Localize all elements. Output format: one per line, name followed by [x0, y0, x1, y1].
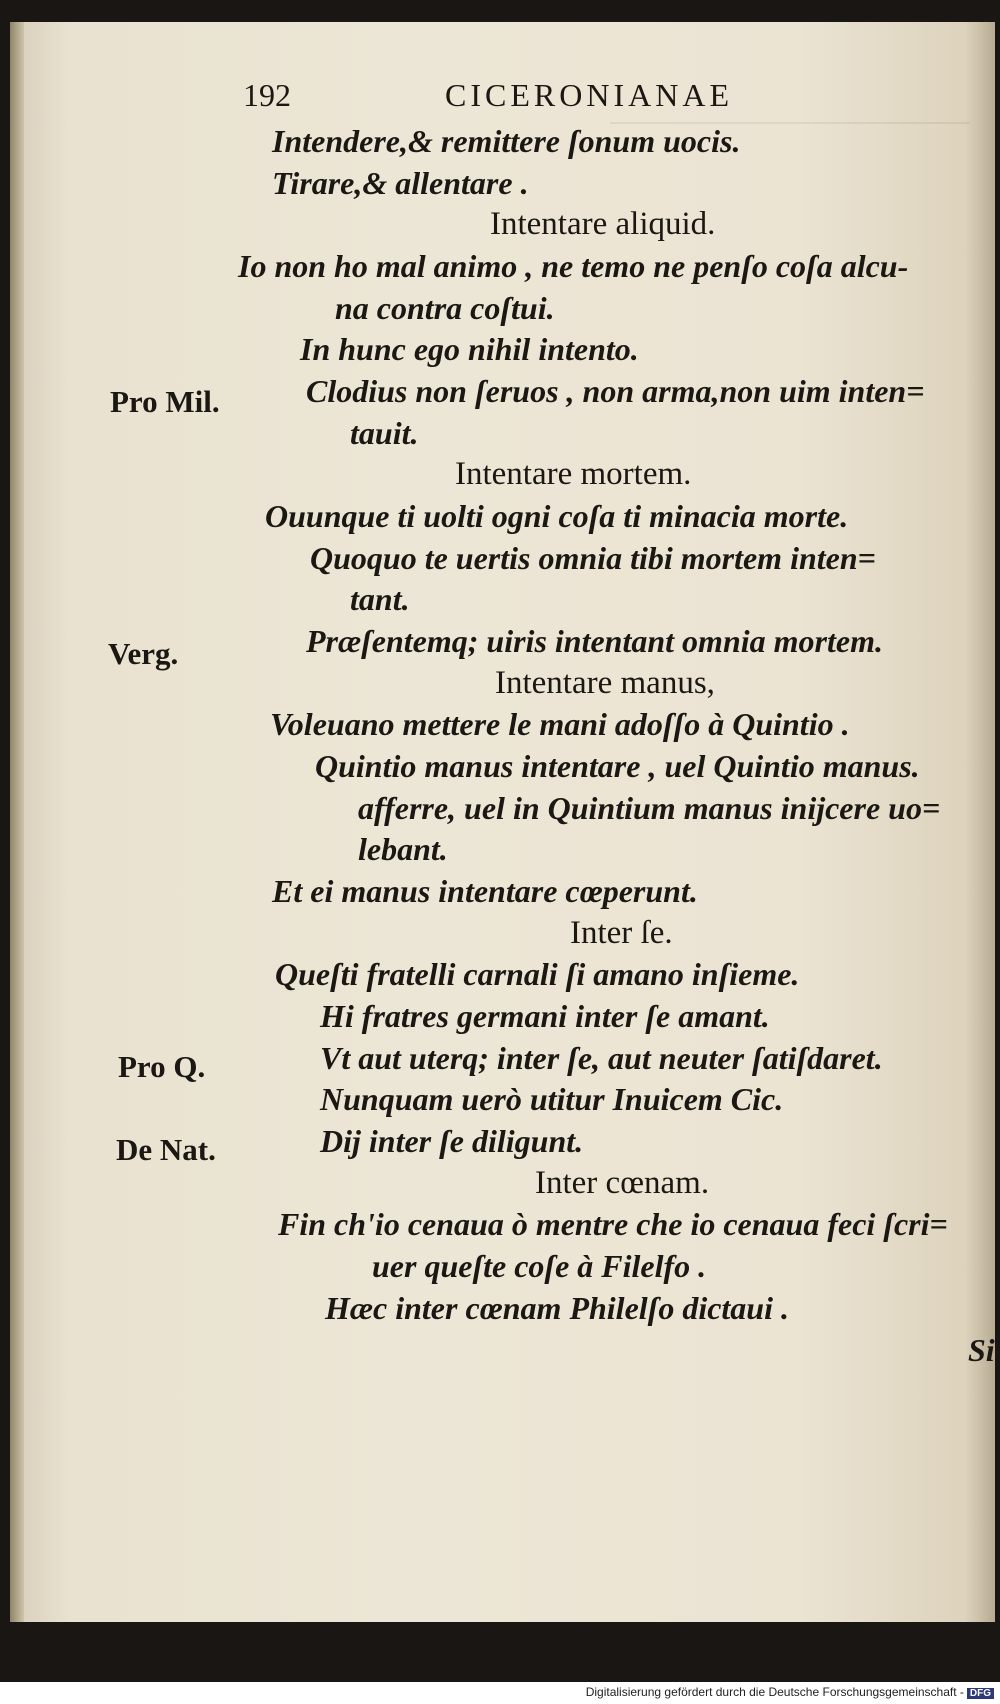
text-line: Fin ch'io cenaua ò mentre che io cenaua feci ſcri= — [278, 1206, 948, 1242]
funding-footer — [586, 1685, 994, 1699]
section-heading: Intentare aliquid. — [490, 206, 716, 242]
page-gutter — [10, 22, 24, 1622]
book-page — [10, 22, 995, 1622]
section-heading: Inter ſe. — [570, 915, 673, 951]
text-line: afferre, uel in Quintium manus inijcere uo= — [358, 790, 941, 826]
text-line: Clodius non ſeruos , non arma,non uim inten= — [306, 373, 925, 409]
text-line: In hunc ego nihil intento. — [300, 331, 639, 367]
section-heading: Inter cœnam. — [535, 1165, 710, 1201]
section-heading: Intentare manus, — [495, 665, 715, 701]
margin-note: Pro Q. — [118, 1049, 206, 1084]
text-line: Quoquo te uertis omnia tibi mortem inten= — [310, 540, 876, 576]
section-heading: Intentare mortem. — [455, 456, 692, 492]
text-line: Voleuano mettere le mani adoſſo à Quintio . — [270, 706, 850, 742]
text-line: Quintio manus intentare , uel Quintio manus. — [315, 748, 920, 784]
running-title: CICERONIANAE — [445, 77, 733, 113]
text-line: Queſti fratelli carnali ſi amano inſieme. — [275, 956, 800, 992]
text-line: tant. — [350, 581, 410, 617]
text-line: Præſentemq; uiris intentant omnia mortem. — [306, 623, 883, 659]
text-line: lebant. — [358, 831, 448, 867]
catchword: Si — [968, 1332, 995, 1368]
margin-note: De Nat. — [116, 1132, 216, 1167]
dfg-logo: DFG — [967, 1688, 994, 1699]
footer-text: Digitalisierung gefördert durch die Deutsche Forschungsgemeinschaft - — [585, 1685, 964, 1699]
text-line: Tirare,& allentare . — [272, 165, 529, 201]
text-line: Ouunque ti uolti ogni coſa ti minacia morte. — [265, 498, 849, 534]
text-line: tauit. — [350, 415, 419, 451]
text-line: Hæc inter cœnam Philelſo dictaui . — [325, 1290, 789, 1326]
margin-note: Pro Mil. — [110, 384, 220, 419]
page-number: 192 — [243, 77, 291, 113]
text-line: Vt aut uterq; inter ſe, aut neuter ſatiſdaret. — [320, 1040, 883, 1076]
text-line: Hi fratres germani inter ſe amant. — [320, 998, 770, 1034]
text-line: Nunquam uerò utitur Inuicem Cic. — [320, 1081, 784, 1117]
text-line: Io non ho mal animo , ne temo ne penſo coſa alcu- — [238, 248, 909, 284]
margin-note: Verg. — [108, 636, 179, 671]
text-line: na contra coſtui. — [335, 290, 555, 326]
text-line: Intendere,& remittere ſonum uocis. — [272, 123, 741, 159]
text-line: uer queſte coſe à Filelfo . — [372, 1248, 707, 1284]
text-line: Dij inter ſe diligunt. — [320, 1123, 584, 1159]
text-line: Et ei manus intentare cœperunt. — [272, 873, 698, 909]
